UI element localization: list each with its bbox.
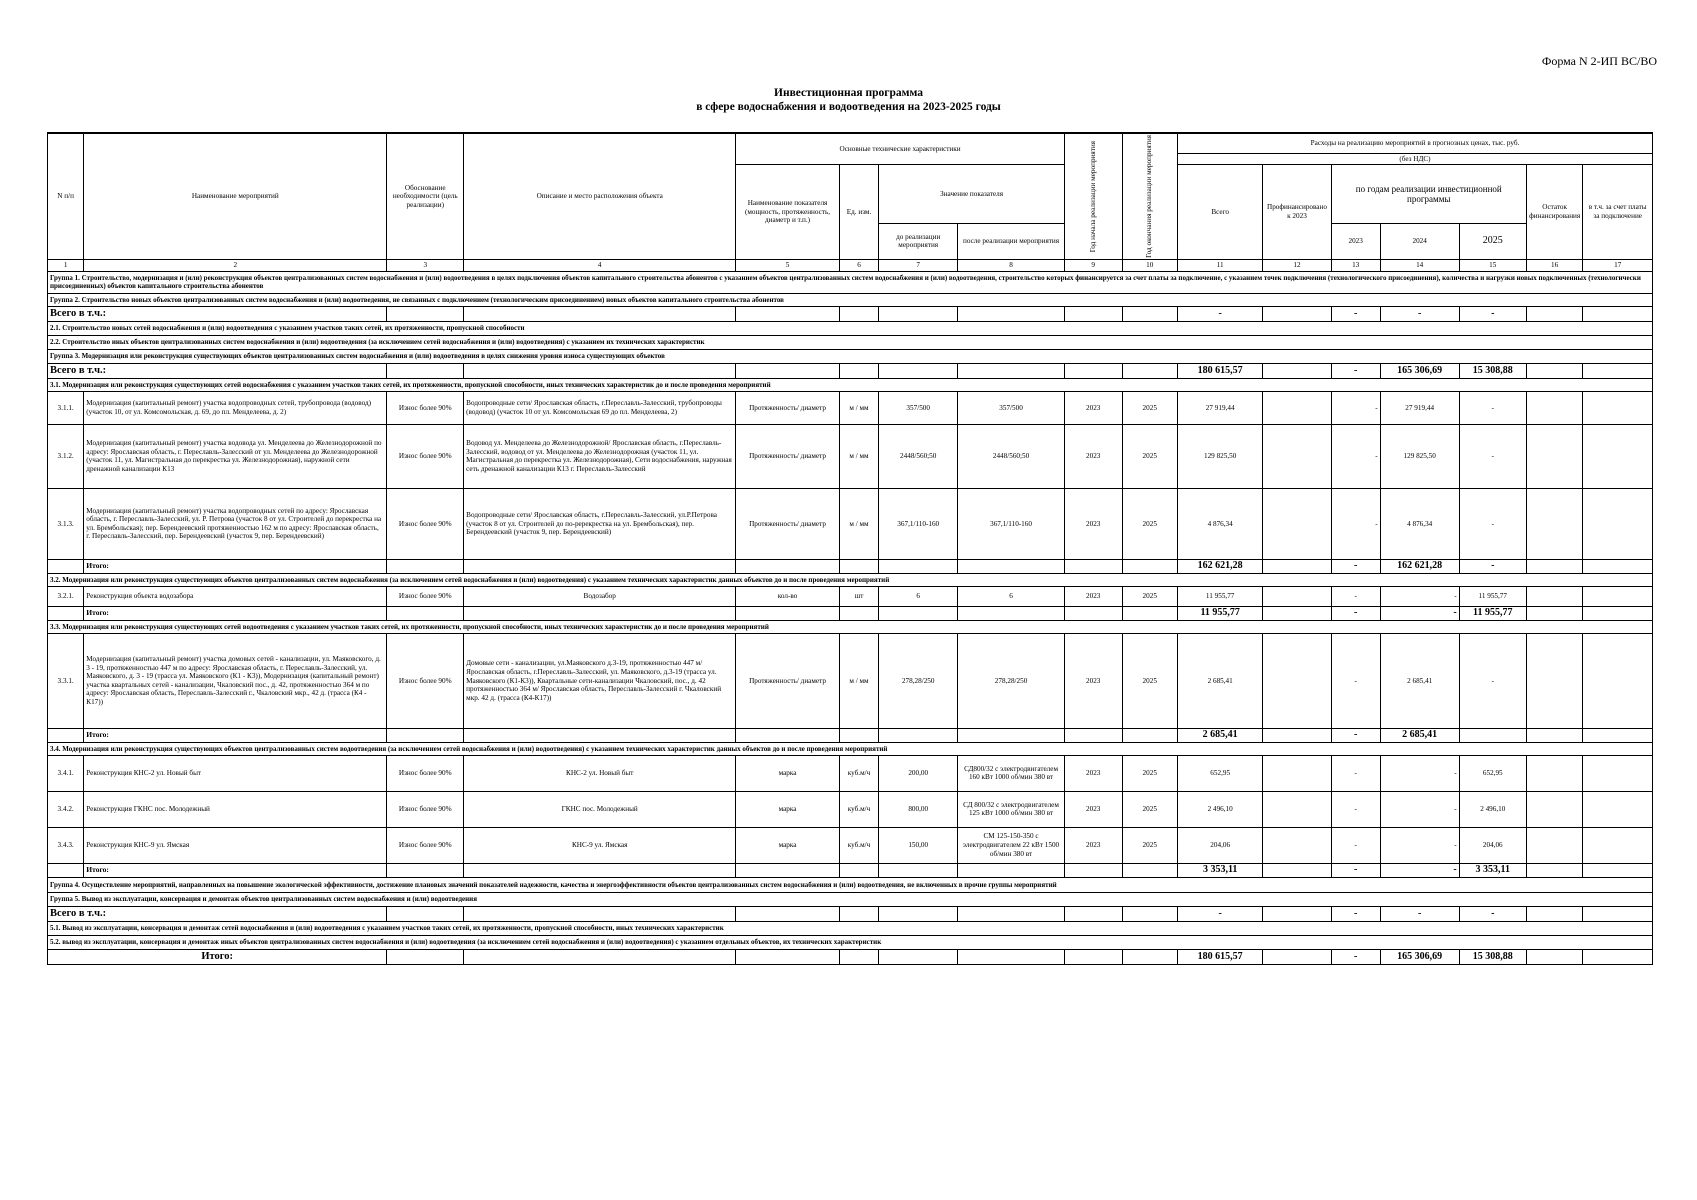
hdr-indicator-name: Наименование показателя (мощность, протяженность, диаметр и т.п.) <box>736 165 840 260</box>
row-justification: Износ более 90% <box>387 827 464 863</box>
subgroup-3-3-heading: 3.3. Модернизация или реконструкция существующих сетей водоотведения с указанием участков таких сетей, их протяженности, пропускной способности, иных технических характеристик до и после проведения мероприятий <box>48 620 1653 633</box>
row-2023: - <box>1331 391 1380 424</box>
group-2-2024: - <box>1380 306 1459 321</box>
row-2025: 2 496,10 <box>1459 791 1526 827</box>
subgroup-2-1-heading: 2.1. Строительство новых сетей водоснабжения и (или) водоотведения с указанием участков таких сетей, их протяженности, пропускной способности <box>48 321 1653 335</box>
col-number: 5 <box>736 259 840 271</box>
row-before: 200,00 <box>879 755 958 791</box>
row-2023: - <box>1331 424 1380 488</box>
row-justification: Износ более 90% <box>387 633 464 728</box>
row-2024: 4 876,34 <box>1380 488 1459 559</box>
hdr-indicator-value: Значение показателя <box>879 165 1065 224</box>
row-total: 2 685,41 <box>1177 633 1262 728</box>
subtotal-3-1-2023: - <box>1331 559 1380 573</box>
subgroup-3-4-heading: 3.4. Модернизация или реконструкция существующих объектов централизованных систем водоотведения (за исключением сетей водоснабжения и (или) водоотведения) с указанием технических характеристик данных объектов до и после проведения мероприятий <box>48 742 1653 755</box>
row-2025: 652,95 <box>1459 755 1526 791</box>
row-justification: Износ более 90% <box>387 791 464 827</box>
subtotal-3-2-total: 11 955,77 <box>1177 606 1262 620</box>
group-3-2025: 15 308,88 <box>1459 363 1526 378</box>
row-year-start: 2023 <box>1064 488 1122 559</box>
group-2-heading: Группа 2. Строительство новых объектов централизованных систем водоснабжения и (или) водоотведения, не связанных с подключением (технологическим присоединением) новых объектов капитального строительства абонентов <box>48 293 1653 306</box>
title-line-1: Инвестиционная программа <box>774 87 923 99</box>
row-year-end: 2025 <box>1122 633 1177 728</box>
row-number: 3.1.2. <box>48 424 84 488</box>
row-description: Водопроводные сети/ Ярославская область, г.Переславль-Залесский, ул.Р.Петрова (участок 8 от ул. Строителей до по-ререкрестка на ул. Брембольская), пер. Берендеевский (участок 9, пер. Берендеевский) <box>464 488 736 559</box>
col-number: 11 <box>1177 259 1262 271</box>
row-number: 3.2.1. <box>48 586 84 606</box>
col-number: 16 <box>1526 259 1583 271</box>
row-2025: - <box>1459 391 1526 424</box>
row-2024: 129 825,50 <box>1380 424 1459 488</box>
group-3-2023: - <box>1331 363 1380 378</box>
subtotal-3-1-total: 162 621,28 <box>1177 559 1262 573</box>
row-indicator: марка <box>736 827 840 863</box>
table-row <box>48 586 1653 606</box>
row-year-end: 2025 <box>1122 791 1177 827</box>
col-number: 2 <box>84 259 387 271</box>
title-line-2: в сфере водоснабжения и водоотведения на 2023-2025 годы <box>696 101 1001 113</box>
table-row <box>48 391 1653 424</box>
subtotal-3-3-2023: - <box>1331 728 1380 742</box>
hdr-justification: Обоснование необходимости (цель реализации) <box>387 133 464 259</box>
row-indicator: марка <box>736 791 840 827</box>
group-5-total: - <box>1177 906 1262 921</box>
table-row <box>48 791 1653 827</box>
col-number: 7 <box>879 259 958 271</box>
row-indicator: марка <box>736 755 840 791</box>
row-2024: 27 919,44 <box>1380 391 1459 424</box>
subtotal-3-2-2023: - <box>1331 606 1380 620</box>
row-year-start: 2023 <box>1064 755 1122 791</box>
table-row <box>48 827 1653 863</box>
group-2-total: - <box>1177 306 1262 321</box>
row-number: 3.4.3. <box>48 827 84 863</box>
subtotal-3-3-label: Итого: <box>84 728 387 742</box>
col-number: 12 <box>1263 259 1331 271</box>
row-description: КНС-2 ул. Новый быт <box>464 755 736 791</box>
final-2023: - <box>1331 949 1380 964</box>
row-name: Реконструкция КНС-9 ул. Ямская <box>84 827 387 863</box>
hdr-expenses: Расходы на реализацию мероприятий в прогнозных ценах, тыс. руб. <box>1177 133 1652 153</box>
form-label: Форма N 2-ИП ВС/ВО <box>1541 54 1657 68</box>
hdr-2023: 2023 <box>1331 223 1380 259</box>
hdr-no-vat: (без НДС) <box>1177 153 1652 165</box>
row-year-end: 2025 <box>1122 586 1177 606</box>
hdr-by-years: по годам реализации инвестиционной программы <box>1331 165 1526 224</box>
row-unit: м / мм <box>839 391 878 424</box>
row-unit: м / мм <box>839 424 878 488</box>
hdr-unit: Ед. изм. <box>839 165 878 260</box>
row-justification: Износ более 90% <box>387 424 464 488</box>
row-year-start: 2023 <box>1064 791 1122 827</box>
row-2025: - <box>1459 424 1526 488</box>
row-2023: - <box>1331 586 1380 606</box>
hdr-npp: N п/п <box>48 133 84 259</box>
row-description: ГКНС пос. Молодежный <box>464 791 736 827</box>
document-title <box>0 86 1697 114</box>
row-indicator: Протяженность/ диаметр <box>736 488 840 559</box>
row-after: СМ 125-150-350 с электродвигателем 22 кВт 1500 об/мин 380 вт <box>958 827 1065 863</box>
col-number: 1 <box>48 259 84 271</box>
final-2025: 15 308,88 <box>1459 949 1526 964</box>
table-row <box>48 755 1653 791</box>
row-2024: 2 685,41 <box>1380 633 1459 728</box>
group-5-2025: - <box>1459 906 1526 921</box>
row-year-end: 2025 <box>1122 391 1177 424</box>
subtotal-3-3-2024: 2 685,41 <box>1380 728 1459 742</box>
row-year-start: 2023 <box>1064 586 1122 606</box>
row-after: 357/500 <box>958 391 1065 424</box>
row-2024: - <box>1380 791 1459 827</box>
group-5-2024: - <box>1380 906 1459 921</box>
row-number: 3.3.1. <box>48 633 84 728</box>
row-unit: шт <box>839 586 878 606</box>
row-before: 357/500 <box>879 391 958 424</box>
row-before: 367,1/110-160 <box>879 488 958 559</box>
row-year-end: 2025 <box>1122 488 1177 559</box>
row-year-start: 2023 <box>1064 633 1122 728</box>
group-5-total-label: Всего в т.ч.: <box>48 906 387 921</box>
row-number: 3.1.3. <box>48 488 84 559</box>
col-number: 14 <box>1380 259 1459 271</box>
row-justification: Износ более 90% <box>387 391 464 424</box>
col-number: 10 <box>1122 259 1177 271</box>
row-name: Реконструкция КНС-2 ул. Новый быт <box>84 755 387 791</box>
row-unit: куб.м/ч <box>839 791 878 827</box>
row-indicator: Протяженность/ диаметр <box>736 391 840 424</box>
subtotal-3-1-label: Итого: <box>84 559 387 573</box>
subtotal-3-4-label: Итого: <box>84 863 387 877</box>
subtotal-3-4-2025: 3 353,11 <box>1459 863 1526 877</box>
group-3-total-label: Всего в т.ч.: <box>48 363 387 378</box>
row-after: СД800/32 с электродвигателем 160 кВт 1000 об/мин 380 вт <box>958 755 1065 791</box>
hdr-tech: Основные технические характеристики <box>736 133 1065 165</box>
subtotal-3-1-2025: - <box>1459 559 1526 573</box>
row-total: 4 876,34 <box>1177 488 1262 559</box>
row-after: 6 <box>958 586 1065 606</box>
row-2024: - <box>1380 586 1459 606</box>
row-year-start: 2023 <box>1064 424 1122 488</box>
hdr-incl-fee: в т.ч. за счет платы за подключение <box>1583 165 1653 260</box>
row-total: 2 496,10 <box>1177 791 1262 827</box>
row-after: СД 800/32 с электродвигателем 125 кВт 1000 об/мин 380 вт <box>958 791 1065 827</box>
row-name: Модернизация (капитальный ремонт) участка водопроводных сетей, трубопровода (водовод) (участок 10, от ул. Комсомольская, д. 69, до пл. Менделеева, д. 2) <box>84 391 387 424</box>
hdr-year-start: Год начала реализации мероприятия <box>1064 133 1122 259</box>
col-number: 13 <box>1331 259 1380 271</box>
row-unit: м / мм <box>839 633 878 728</box>
col-number: 17 <box>1583 259 1653 271</box>
row-total: 11 955,77 <box>1177 586 1262 606</box>
subgroup-5-2-heading: 5.2. вывод из эксплуатации, консервация и демонтаж иных объектов централизованных систем водоснабжения и (или) водоотведения (за исключением сетей водоснабжения и (или) водоотведения) с указанием отдельных объектов, их технических характеристик <box>48 935 1653 949</box>
subtotal-3-2-2024: - <box>1380 606 1459 620</box>
hdr-total: Всего <box>1177 165 1262 260</box>
col-number: 8 <box>958 259 1065 271</box>
hdr-remainder: Остаток финансирования <box>1526 165 1583 260</box>
group-2-2025: - <box>1459 306 1526 321</box>
row-before: 278,28/250 <box>879 633 958 728</box>
row-2024: - <box>1380 827 1459 863</box>
table-row <box>48 633 1653 728</box>
row-name: Модернизация (капитальный ремонт) участка водовода ул. Менделеева до Железнодорожной по адресу: Ярославская область, г. Переславль-Залесский от ул. Менделеева до Железнодорожной (участок 11, ул. Магистральная до перекрестка ул. Железнодорожная), наружной сети дренажной канализации К13 <box>84 424 387 488</box>
row-before: 150,00 <box>879 827 958 863</box>
row-total: 27 919,44 <box>1177 391 1262 424</box>
final-total-label: Итого: <box>48 949 387 964</box>
row-unit: куб.м/ч <box>839 755 878 791</box>
row-unit: м / мм <box>839 488 878 559</box>
investment-program-table <box>47 132 1653 965</box>
row-year-end: 2025 <box>1122 755 1177 791</box>
row-description: КНС-9 ул. Ямская <box>464 827 736 863</box>
row-before: 800,00 <box>879 791 958 827</box>
row-2023: - <box>1331 755 1380 791</box>
hdr-year-end: Год окончания реализации мероприятия <box>1122 133 1177 259</box>
hdr-description: Описание и место расположения объекта <box>464 133 736 259</box>
col-number: 6 <box>839 259 878 271</box>
hdr-2024: 2024 <box>1380 223 1459 259</box>
group-1-heading: Группа 1. Строительство, модернизация и (или) реконструкция объектов централизованных систем водоснабжения и (или) водоотведения в целях подключения объектов капитального строительства абонентов с указанием объектов централизованных систем водоснабжения и (или) водоотведения, строительство которых финансируется за счет платы за подключение, с указанием точек подключения (технологического присоединения), количества и нагрузки новых подключенных (технологически присоединенных) объектов капитального строительства абонентов <box>48 271 1653 293</box>
group-3-total: 180 615,57 <box>1177 363 1262 378</box>
row-after: 367,1/110-160 <box>958 488 1065 559</box>
table-row <box>48 424 1653 488</box>
row-number: 3.4.1. <box>48 755 84 791</box>
group-5-heading: Группа 5. Вывод из эксплуатации, консервация и демонтаж объектов централизованных систем водоснабжения и (или) водоотведения <box>48 892 1653 906</box>
subtotal-3-1-2024: 162 621,28 <box>1380 559 1459 573</box>
row-name: Модернизация (капитальный ремонт) участка водопроводных сетей по адресу: Ярославская область, г. Переславль-Залесский, ул. Р. Петрова (участок 8 от ул. Строителей до перекрестка на ул. Брембольская); пер. Берендеевский протяженностью 162 м по адресу: Ярославская область, г. Переславль-Залесский, пер. Берендеевский (участок 9, пер. Берендеевский) <box>84 488 387 559</box>
row-after: 2448/560;50 <box>958 424 1065 488</box>
row-indicator: кол-во <box>736 586 840 606</box>
group-3-2024: 165 306,69 <box>1380 363 1459 378</box>
final-2024: 165 306,69 <box>1380 949 1459 964</box>
row-2025: 204,06 <box>1459 827 1526 863</box>
row-number: 3.1.1. <box>48 391 84 424</box>
subtotal-3-2-label: Итого: <box>84 606 387 620</box>
row-indicator: Протяженность/ диаметр <box>736 633 840 728</box>
group-2-2023: - <box>1331 306 1380 321</box>
row-name: Реконструкция ГКНС пос. Молодежный <box>84 791 387 827</box>
col-number: 3 <box>387 259 464 271</box>
row-2023: - <box>1331 827 1380 863</box>
row-2025: 11 955,77 <box>1459 586 1526 606</box>
row-2023: - <box>1331 791 1380 827</box>
group-3-heading: Группа 3. Модернизация или реконструкция существующих объектов централизованных систем водоснабжения и (или) водоотведения в целях снижения уровня износа существующих объектов <box>48 349 1653 363</box>
row-2024: - <box>1380 755 1459 791</box>
row-total: 652,95 <box>1177 755 1262 791</box>
final-total: 180 615,57 <box>1177 949 1262 964</box>
col-number: 15 <box>1459 259 1526 271</box>
row-after: 278,28/250 <box>958 633 1065 728</box>
hdr-financed-before: Профинансировано к 2023 <box>1263 165 1331 260</box>
row-total: 129 825,50 <box>1177 424 1262 488</box>
row-2023: - <box>1331 488 1380 559</box>
row-2023: - <box>1331 633 1380 728</box>
row-description: Домовые сети - канализации, ул.Маяковского д.3-19, протяженностью 447 м/ Ярославская область, г.Переславль-Залесский, ул. Маяковского, д.3-19 (трасса ул. Маяковского (К1-К3)), Квартальные сети-канализации Чкаловский, пос., д. 42 протяженностью 364 м/ Ярославская область, Переславль-Залесский г. Чкаловский мкр. 42 д. (трасса (К4-К17)) <box>464 633 736 728</box>
subgroup-3-2-heading: 3.2. Модернизация или реконструкция существующих объектов централизованных систем водоснабжения (за исключением сетей водоснабжения и (или) водоотведения) с указанием технических характеристик данных объектов до и после проведения мероприятий <box>48 573 1653 586</box>
row-before: 2448/560;50 <box>879 424 958 488</box>
subtotal-3-2-2025: 11 955,77 <box>1459 606 1526 620</box>
subtotal-3-4-2024: - <box>1380 863 1459 877</box>
group-2-total-label: Всего в т.ч.: <box>48 306 387 321</box>
row-name: Модернизация (капитальный ремонт) участка домовых сетей - канализации, ул. Маяковского, д. 3 - 19, протяженностью 447 м по адресу: Ярославская область, г. Переславль-Залесский, ул. Маяковского, д. 3 - 19 (трасса ул. Маяковского (К1 - К3)), Модернизация (капитальный ремонт) участка квартальных сетей - канализации, Чкаловский пос., д. 42, протяженностью 364 м по адресу: Ярославская область, Переславль-Залесский г., Чкаловский мкр., 42 д. (трасса (К4 - К17)) <box>84 633 387 728</box>
row-number: 3.4.2. <box>48 791 84 827</box>
row-unit: куб.м/ч <box>839 827 878 863</box>
subtotal-3-3-total: 2 685,41 <box>1177 728 1262 742</box>
group-5-2023: - <box>1331 906 1380 921</box>
subtotal-3-4-total: 3 353,11 <box>1177 863 1262 877</box>
row-description: Водозабор <box>464 586 736 606</box>
subgroup-5-1-heading: 5.1. Вывод из эксплуатации, консервация и демонтаж сетей водоснабжения и (или) водоотведения с указанием участков таких сетей, их протяженности, пропускной способности, иных технических характеристик <box>48 921 1653 935</box>
table-row <box>48 488 1653 559</box>
row-before: 6 <box>879 586 958 606</box>
row-year-end: 2025 <box>1122 424 1177 488</box>
row-indicator: Протяженность/ диаметр <box>736 424 840 488</box>
row-justification: Износ более 90% <box>387 586 464 606</box>
col-number: 9 <box>1064 259 1122 271</box>
col-number: 4 <box>464 259 736 271</box>
row-description: Водопроводные сети/ Ярославская область, г.Переславль-Залесский, трубопроводы (водовод) (участок 10 от ул. Комсомольская 69 до пл. Менделеева, 2) <box>464 391 736 424</box>
row-year-start: 2023 <box>1064 827 1122 863</box>
subgroup-2-2-heading: 2.2. Строительство иных объектов централизованных систем водоснабжения и (или) водоотведения (за исключением сетей водоснабжения и (или) водоотведения) с указанием их технических характеристик <box>48 335 1653 349</box>
row-total: 204,06 <box>1177 827 1262 863</box>
row-justification: Износ более 90% <box>387 755 464 791</box>
row-2025: - <box>1459 488 1526 559</box>
row-year-end: 2025 <box>1122 827 1177 863</box>
hdr-after: после реализации мероприятия <box>958 223 1065 259</box>
row-justification: Износ более 90% <box>387 488 464 559</box>
hdr-2025: 2025 <box>1459 223 1526 259</box>
row-2025: - <box>1459 633 1526 728</box>
subtotal-3-4-2023: - <box>1331 863 1380 877</box>
row-year-start: 2023 <box>1064 391 1122 424</box>
row-description: Водовод ул. Менделеева до Железнодорожной/ Ярославская область, г.Переславль-Залесский, водовод от ул. Менделеева до Железнодорожная (участок 11, ул. Магистральная до перекрестка ул. Железнодорожная), Сети водоснабжения, наружная сеть дренажной канализации К13 г. Переславль-Залесский <box>464 424 736 488</box>
hdr-before: до реализации мероприятия <box>879 223 958 259</box>
row-name: Реконструкция объекта водозабора <box>84 586 387 606</box>
hdr-name: Наименование мероприятий <box>84 133 387 259</box>
subgroup-3-1-heading: 3.1. Модернизация или реконструкция существующих сетей водоснабжения с указанием участков таких сетей, их протяженности, пропускной способности, иных технических характеристик до и после проведения мероприятий <box>48 378 1653 391</box>
group-4-heading: Группа 4. Осуществление мероприятий, направленных на повышение экологической эффективности, достижение плановых значений показателей надежности, качества и энергоэффективности объектов централизованных систем водоснабжения и (или) водоотведения, не включенных в прочие группы мероприятий <box>48 877 1653 892</box>
